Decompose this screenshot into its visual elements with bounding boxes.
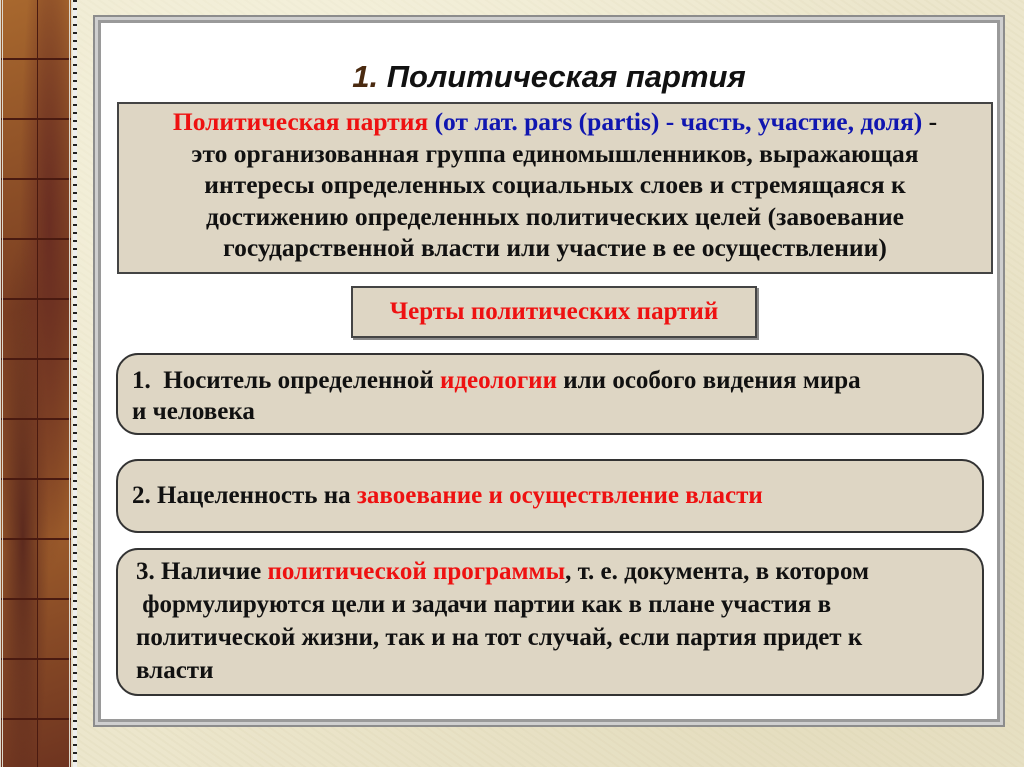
feature-item-3 <box>116 548 984 696</box>
page-title <box>101 59 997 95</box>
definition-line-1 <box>119 106 991 138</box>
feature-3-highlight: политической программы <box>267 558 566 585</box>
feature-1-suffix: или особого видения мира <box>557 367 861 394</box>
definition-dash: - <box>922 107 938 136</box>
title-text: Политическая партия <box>386 59 746 94</box>
definition-term: Политическая партия <box>172 107 429 136</box>
definition-box <box>117 102 993 274</box>
feature-item-1 <box>116 353 984 435</box>
feature-2-highlight: завоевание и осуществление власти <box>356 482 763 509</box>
feature-1-prefix: 1. Носитель определенной <box>132 367 440 394</box>
definition-line-3: интересы определенных социальных слоев и стремящаяся к <box>204 170 906 199</box>
feature-3-prefix: 3. Наличие <box>136 558 268 585</box>
decorative-side-strip <box>0 0 72 767</box>
definition-line-2: это организованная группа единомышленников, выражающая <box>191 138 919 168</box>
feature-2-prefix: 2. Нацеленность на <box>132 482 357 509</box>
feature-3-line-4: власти <box>136 657 214 684</box>
feature-3-line-2: формулируются цели и задачи партии как в плане участия в <box>136 591 832 618</box>
feature-3-suffix: , т. е. документа, в котором <box>565 558 869 585</box>
definition-line-5: государственной власти или участие в ее осуществлении) <box>223 233 887 262</box>
title-number: 1. <box>352 59 379 94</box>
feature-1-highlight: идеологии <box>439 367 557 394</box>
feature-3-line-3: политической жизни, так и на тот случай, если партия придет к <box>136 624 863 651</box>
features-heading: Черты политических партий <box>351 286 757 338</box>
feature-item-2 <box>116 459 984 533</box>
slide-frame <box>98 20 1000 722</box>
feature-1-line-2: и человека <box>132 398 255 425</box>
definition-line-4: достижению определенных политических целей (завоевание <box>205 201 904 231</box>
definition-etymology: (от лат. pars (partis) - часть, участие, доля) <box>434 107 923 136</box>
